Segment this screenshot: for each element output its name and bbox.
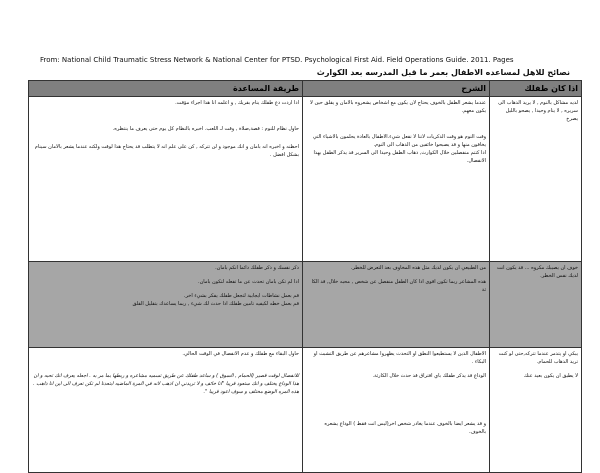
cell-explanation xyxy=(303,348,490,473)
source-citation: From: National Child Traumatic Stress Network & National Center for PTSD. Psychological First Aid. Field Operations Guide. 2011. Pages xyxy=(40,56,514,64)
cell-text: الوداع قد يذكر طفلك باي افتراق قد حدث خلال الكارثة. xyxy=(372,373,486,379)
cell-text: قم بعمل خطه لكيفيه تامين طفلك اذا حدث لك شيء , ربما يساعدك بتقليل القلق xyxy=(132,301,299,307)
cell-text: اذا كنتم منفصلين خلال الكوارث, ذهاب الطفل وحيدا الى السرير قد يذكر الطفل بهذا الانفصال. xyxy=(313,150,486,164)
cell-text: يبكي او يتذمر عندما تتركه,حتى لو كنت تريد الذهاب للحمام. xyxy=(498,351,578,365)
cell-child xyxy=(490,262,582,348)
cell-help xyxy=(29,97,303,262)
cell-text: حاول نظام للنوم : قصة,صلاة , وقت لـ اللعب. اخبره بالنظام كل يوم حتى يعرف ما ينتظره. xyxy=(112,126,299,132)
cell-text: لديه مشاكل بالنوم , لا يريد الذهاب الى سريره , لا ينام وحيدا , يصحو بالليل يصرخ xyxy=(498,100,578,122)
cell-help xyxy=(29,262,303,348)
cell-child xyxy=(490,348,582,473)
document-title: نصائح للاهل لمساعده الاطفال بعمر ما قبل المدرسه بعد الكوارث xyxy=(316,68,570,77)
cell-text: قم بعمل نشاطات ايجابية لتجعل طفلك يفكر بشيء اخر. xyxy=(183,293,299,299)
cell-text: لا يطيق ان يكون بعيد عنك xyxy=(523,373,578,379)
cell-text: ذكر نفسك و ذكر طفلك دائما انكم بامان. xyxy=(215,265,299,271)
cell-text: حاول البقاء مع طفلك و عدم الانفصال في الوقت الحالي. xyxy=(182,351,299,357)
cell-text: اذا لم تكن بامان تحدث عن ما تفعله لتكون بامان. xyxy=(198,279,299,285)
table-row xyxy=(29,262,582,348)
table-header-row xyxy=(29,81,582,97)
cell-text: و قد يشعر ايضا بالخوف عندما يغادر شخص اخر(ليس انت فقط ) الوداع يشعره بالخوف. xyxy=(324,421,486,435)
header-explanation: الشرح xyxy=(303,81,490,97)
table-row xyxy=(29,348,582,473)
cell-text: هذه المشاعر ربما تكون اقوى اذا كان الطفل منفصل عن شخص , محبه خلال, قد الكا ثة xyxy=(311,279,486,293)
cell-text: خوف ان يصيبك مكروه ... قد يكون انت لديك نفس الخطر. xyxy=(496,265,578,279)
cell-text: وقت النوم هو وقت الذكريات لاننا لا نفعل شيء.الاطفال بالعادة يحلمون بالاشياء التي يخافون منها و قد يصبحوا خائفين من الذهاب الى النوم. xyxy=(312,134,486,148)
header-child: اذا كان طفلك xyxy=(490,81,582,97)
cell-text: الاطفال الذين لا يستطيعوا النطق او التحدث يظهروا مشاعرهم عن طريق التشبث او البكاء . xyxy=(313,351,486,365)
cell-explanation xyxy=(303,262,490,348)
table-row xyxy=(29,97,582,262)
cell-text: للانفصال لوقت قصير (الحمام , السوق ) و ساعد طفلك عن طريق تسميه مشاعره و ربطها بما مر به . اجعله يعرف انك تحبه و ان هذا الوداع يختلف و انك ستعود قريبا "انا خائف و لا تريدني ان اذهب لانه في المرة الماضيه ابتعدنا لم تكن تعرف الى اين انا ذاهب . هذه المره الوضع مختلف و سوف اعود قريبا ". xyxy=(33,373,299,395)
cell-text: من الطبيعي ان يكون لديك مثل هذه المخاوف بعد التعرض للخطر. xyxy=(350,265,486,271)
cell-help xyxy=(29,348,303,473)
cell-text: اذا اردت دع طفلك ينام بقربك , و اعلمه انا هذا اجراء مؤقت. xyxy=(175,100,299,106)
cell-text: عندما يشعر الطفل بالخوف يحتاج لان يكون مع اشخاص يشعروه بالامان و يقلق حين لا يكون معهم. xyxy=(310,100,486,114)
cell-explanation xyxy=(303,97,490,262)
header-help: طريقة المساعدة xyxy=(29,81,303,97)
cell-text: احظنه و اخبره انه بامان و انك موجود و لن تتركه , كن على علم انه لا يتطلب قد يحتاج هذا لوقت ولكنه عندما يشعر بالامان سينام بشكل افضل . xyxy=(34,144,299,158)
tips-table xyxy=(28,80,582,473)
cell-child xyxy=(490,97,582,262)
